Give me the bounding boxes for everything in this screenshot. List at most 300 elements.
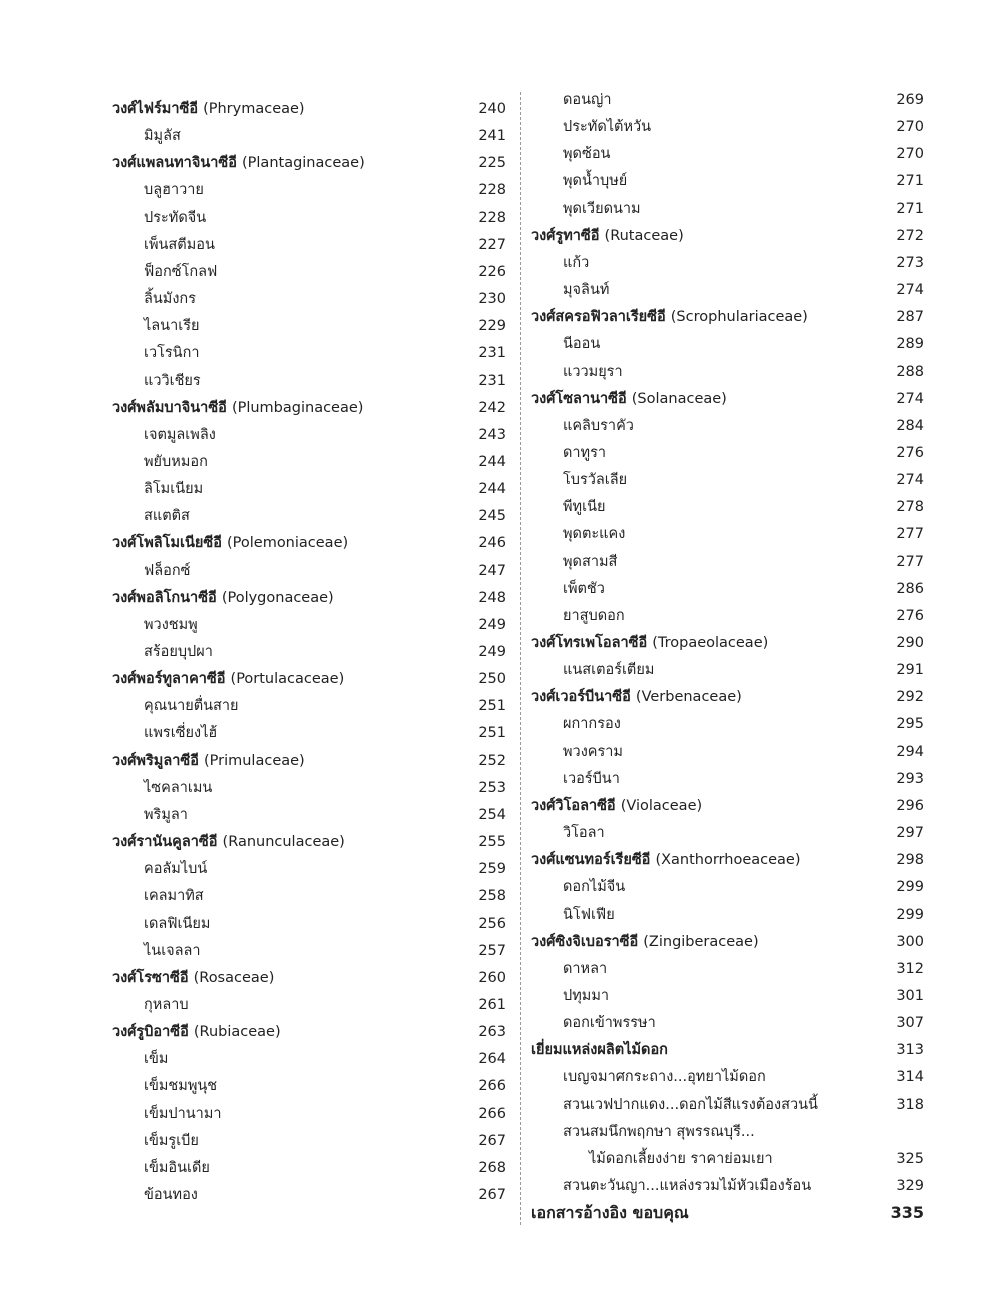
entry-title <box>144 1156 210 1180</box>
entry-thai-title: พุดซ้อน <box>563 146 611 163</box>
entry-title <box>144 912 210 936</box>
entry-page-number: 270 <box>896 119 924 136</box>
toc-section-entry <box>531 387 924 411</box>
entry-page-number: 260 <box>478 969 506 986</box>
toc-entry <box>531 604 924 628</box>
entry-page-number: 244 <box>478 453 506 470</box>
toc-entry <box>112 260 506 284</box>
entry-title <box>144 721 217 745</box>
entry-page-number: 278 <box>896 499 924 516</box>
entry-thai-title: ดอกไม้จีน <box>563 879 626 896</box>
toc-entry <box>531 332 924 356</box>
entry-page-number: 269 <box>896 92 924 108</box>
entry-page-number: 288 <box>896 363 924 380</box>
entry-thai-title: วงศ์พอร์ทูลาคาซีอี <box>112 671 226 688</box>
entry-page-number: 273 <box>896 254 924 271</box>
toc-section-entry <box>112 97 506 121</box>
toc-section-entry <box>531 305 924 329</box>
entry-thai-title: วงศ์ซิงจิเบอราซีอี <box>531 933 639 950</box>
entry-page-number: 231 <box>478 372 506 389</box>
entry-page-number: 296 <box>896 797 924 814</box>
toc-entry <box>531 360 924 384</box>
entry-title <box>563 495 605 519</box>
toc-entry <box>112 124 506 148</box>
toc-entry <box>112 287 506 311</box>
entry-page-number: 297 <box>896 825 924 842</box>
entry-page-number: 255 <box>478 834 506 851</box>
toc-entry <box>531 414 924 438</box>
entry-title <box>144 369 201 393</box>
entry-thai-title: คุณนายตื่นสาย <box>144 698 239 715</box>
entry-title <box>563 1065 766 1089</box>
toc-entry <box>112 857 506 881</box>
entry-latin-name: (Rosaceae) <box>193 969 275 986</box>
entry-title <box>563 740 623 764</box>
toc-entry <box>531 115 924 139</box>
toc-entry <box>531 984 924 1008</box>
entry-thai-title: ดอนญ่า <box>563 92 612 108</box>
toc-entry <box>531 468 924 492</box>
entry-title <box>563 278 609 302</box>
entry-page-number: 229 <box>478 318 506 335</box>
entry-thai-title: คอลัมไบน์ <box>144 861 208 878</box>
entry-title <box>144 206 206 230</box>
entry-page-number: 256 <box>478 915 506 932</box>
entry-thai-title: ไม้ดอกเลี้ยงง่าย ราคาย่อมเยา <box>589 1150 773 1167</box>
entry-page-number: 225 <box>478 155 506 172</box>
entry-thai-title: วงศ์วิโอลาซีอี <box>531 797 616 814</box>
entry-thai-title: ลิโมเนียม <box>144 481 204 498</box>
entry-page-number: 271 <box>896 173 924 190</box>
entry-thai-title: พุดน้ำบุษย์ <box>563 173 628 190</box>
entry-page-number: 313 <box>896 1042 924 1059</box>
entry-title <box>531 794 702 818</box>
entry-title <box>112 830 345 854</box>
entry-title <box>144 1047 168 1071</box>
entry-title <box>563 1011 656 1035</box>
entry-thai-title: วงศ์พอลิโกนาซีอี <box>112 589 217 606</box>
entry-page-number: 314 <box>896 1069 924 1086</box>
entry-page-number: 245 <box>478 508 506 525</box>
entry-thai-title: ไนเจลลา <box>144 942 201 959</box>
entry-thai-title: เวโรนิกา <box>144 345 200 362</box>
entry-page-number: 247 <box>478 562 506 579</box>
entry-title <box>531 631 768 655</box>
entry-page-number: 312 <box>896 960 924 977</box>
entry-page-number: 291 <box>896 662 924 679</box>
entry-thai-title: เข็มปานามา <box>144 1105 222 1122</box>
entry-latin-name: (Tropaeolaceae) <box>652 635 769 651</box>
toc-entry <box>112 178 506 202</box>
entry-thai-title: วงศ์แซนทอร์เรียซีอี <box>531 852 651 869</box>
entry-page-number: 254 <box>478 806 506 823</box>
toc-entry <box>112 939 506 963</box>
entry-thai-title: เอกสารอ้างอิง ขอบคุณ <box>531 1203 689 1223</box>
entry-page-number: 249 <box>478 616 506 633</box>
entry-thai-title: วงศ์โพลิโมเนียซีอี <box>112 535 222 552</box>
entry-thai-title: วงศ์รูบิอาซีอี <box>112 1024 189 1041</box>
toc-section-entry <box>112 667 506 691</box>
entry-thai-title: ดาทูรา <box>563 444 607 461</box>
entry-page-number: 289 <box>896 336 924 353</box>
entry-title <box>144 341 200 365</box>
entry-thai-title: พุดเวียดนาม <box>563 200 641 217</box>
entry-page-number: 257 <box>478 942 506 959</box>
entry-thai-title: วงศ์สครอฟิวลาเรียซีอี <box>531 309 666 326</box>
entry-page-number: 258 <box>478 888 506 905</box>
toc-entry <box>531 1093 924 1117</box>
toc-entry <box>112 423 506 447</box>
entry-page-number: 228 <box>478 209 506 226</box>
entry-thai-title: สวนสมนึกพฤกษา สุพรรณบุรี... <box>563 1123 755 1140</box>
entry-title <box>563 1174 811 1198</box>
toc-entry <box>112 640 506 664</box>
entry-page-number: 228 <box>478 182 506 199</box>
entry-page-number: 335 <box>890 1203 924 1223</box>
entry-title <box>563 468 627 492</box>
entry-title <box>144 993 189 1017</box>
toc-entry <box>531 740 924 764</box>
entry-thai-title: วงศ์โรซาซีอี <box>112 969 189 986</box>
entry-title <box>112 151 365 175</box>
toc-entry <box>531 1147 924 1171</box>
entry-page-number: 284 <box>896 417 924 434</box>
entry-title <box>112 966 274 990</box>
toc-entry <box>112 233 506 257</box>
entry-latin-name: (Scrophulariaceae) <box>670 309 808 326</box>
entry-page-number: 294 <box>896 743 924 760</box>
entry-title <box>563 658 654 682</box>
toc-entry <box>112 206 506 230</box>
entry-title <box>563 332 600 356</box>
entry-latin-name: (Xanthorrhoeaceae) <box>655 852 801 869</box>
toc-entry <box>531 658 924 682</box>
entry-thai-title: วงศ์เวอร์บีนาซีอี <box>531 689 631 706</box>
entry-title <box>563 169 627 193</box>
entry-title <box>112 396 363 420</box>
entry-title <box>144 1129 199 1153</box>
entry-title <box>144 287 196 311</box>
entry-title <box>144 1183 198 1207</box>
entry-thai-title: เข็มรูเบีย <box>144 1132 199 1149</box>
entry-title <box>144 803 188 827</box>
entry-thai-title: วงศ์โทรเพโอลาซีอี <box>531 635 648 651</box>
toc-entry <box>112 993 506 1017</box>
toc-entry <box>531 88 924 112</box>
entry-thai-title: พีทูเนีย <box>563 499 606 516</box>
entry-page-number: 243 <box>478 426 506 443</box>
toc-section-entry <box>112 749 506 773</box>
entry-thai-title: ไซคลาเมน <box>144 779 213 796</box>
toc-entry <box>112 1102 506 1126</box>
entry-thai-title: มุจลินท์ <box>563 282 610 299</box>
entry-title <box>144 504 190 528</box>
toc-entry <box>531 142 924 166</box>
entry-page-number: 299 <box>896 879 924 896</box>
toc-entry <box>531 1011 924 1035</box>
toc-entry <box>112 694 506 718</box>
toc-section-entry <box>112 396 506 420</box>
entry-thai-title: ข้อนทอง <box>144 1187 198 1203</box>
entry-thai-title: ประทัดจีน <box>144 209 207 226</box>
entry-thai-title: เดลฟิเนียม <box>144 915 211 932</box>
entry-thai-title: วงศ์แพลนทาจินาซีอี <box>112 155 237 172</box>
entry-latin-name: (Plantaginaceae) <box>242 155 365 172</box>
entry-title <box>563 821 605 845</box>
entry-thai-title: วงศ์ไฟร์มาซีอี <box>112 101 199 117</box>
entry-title <box>144 423 216 447</box>
entry-title <box>563 875 625 899</box>
entry-page-number: 240 <box>478 101 506 117</box>
entry-page-number: 290 <box>896 635 924 651</box>
entry-thai-title: แพรเซี่ยงไฮ้ <box>144 725 218 742</box>
toc-entry <box>112 803 506 827</box>
toc-section-entry <box>531 224 924 248</box>
entry-title <box>144 450 208 474</box>
entry-thai-title: วงศ์พริมูลาซีอี <box>112 752 199 769</box>
toc-entry <box>112 1074 506 1098</box>
entry-title <box>112 1020 281 1044</box>
entry-page-number: 274 <box>896 390 924 407</box>
toc-entry <box>531 251 924 275</box>
entry-title <box>144 260 217 284</box>
entry-thai-title: ดอกเข้าพรรษา <box>563 1015 656 1032</box>
entry-title <box>531 930 759 954</box>
entry-title <box>144 776 212 800</box>
toc-section-entry <box>531 685 924 709</box>
entry-page-number: 329 <box>896 1178 924 1194</box>
entry-thai-title: วงศ์รูทาซีอี <box>531 227 600 244</box>
entry-title <box>144 857 207 881</box>
toc-section-entry <box>531 930 924 954</box>
entry-latin-name: (Phrymaceae) <box>203 101 305 117</box>
entry-title <box>531 1038 668 1062</box>
entry-title <box>563 957 607 981</box>
entry-page-number: 295 <box>896 716 924 733</box>
toc-entry <box>112 1183 506 1207</box>
entry-page-number: 299 <box>896 906 924 923</box>
entry-thai-title: ไลนาเรีย <box>144 318 200 335</box>
entry-thai-title: แคลิบราคัว <box>563 417 634 434</box>
toc-entry <box>531 957 924 981</box>
entry-thai-title: พุดสามสี <box>563 553 618 570</box>
entry-title <box>144 1102 222 1126</box>
entry-page-number: 267 <box>478 1187 506 1203</box>
toc-entry <box>531 875 924 899</box>
entry-thai-title: พยับหมอก <box>144 453 208 470</box>
entry-page-number: 251 <box>478 725 506 742</box>
toc-entry <box>531 1120 924 1144</box>
entry-page-number: 267 <box>478 1132 506 1149</box>
entry-page-number: 242 <box>478 399 506 416</box>
entry-page-number: 244 <box>478 481 506 498</box>
entry-thai-title: สร้อยบุปผา <box>144 644 213 660</box>
entry-thai-title: วงศ์พลัมบาจินาซีอี <box>112 399 227 416</box>
entry-page-number: 252 <box>478 752 506 769</box>
entry-title <box>563 360 623 384</box>
entry-title <box>531 1201 689 1225</box>
entry-page-number: 231 <box>478 345 506 362</box>
entry-thai-title: เจตมูลเพลิง <box>144 426 216 443</box>
entry-title <box>144 1074 217 1098</box>
entry-thai-title: วงศ์รานันคูลาซีอี <box>112 834 218 851</box>
entry-page-number: 287 <box>896 309 924 326</box>
entry-page-number: 325 <box>896 1150 924 1167</box>
entry-page-number: 271 <box>896 200 924 217</box>
toc-section-entry <box>531 631 924 655</box>
entry-thai-title: สวนเวฟปากแดง...ดอกไม้สีแรงต้องสวนนี้ <box>563 1096 818 1113</box>
entry-thai-title: แววิเชียร <box>144 372 201 389</box>
toc-entry <box>531 712 924 736</box>
toc-entry <box>531 278 924 302</box>
entry-latin-name: (Polygonaceae) <box>221 589 334 606</box>
toc-entry <box>531 903 924 927</box>
entry-latin-name: (Rutaceae) <box>604 227 684 244</box>
toc-entry <box>531 495 924 519</box>
entry-thai-title: พวงชมพู <box>144 616 198 633</box>
entry-page-number: 277 <box>896 526 924 543</box>
entry-title <box>563 251 589 275</box>
toc-section-entry <box>531 848 924 872</box>
entry-page-number: 227 <box>478 236 506 253</box>
toc-section-entry <box>531 1201 924 1225</box>
entry-thai-title: ประทัดไต้หวัน <box>563 119 652 136</box>
entry-page-number: 272 <box>896 227 924 244</box>
entry-thai-title: ปทุมมา <box>563 987 610 1004</box>
toc-entry <box>112 721 506 745</box>
entry-thai-title: ผกากรอง <box>563 716 621 733</box>
toc-entry <box>112 477 506 501</box>
entry-latin-name: (Rubiaceae) <box>193 1024 281 1041</box>
entry-thai-title: แก้ว <box>563 254 590 271</box>
entry-page-number: 318 <box>896 1096 924 1113</box>
entry-page-number: 292 <box>896 689 924 706</box>
entry-title <box>144 559 190 583</box>
entry-title <box>144 314 199 338</box>
toc-entry <box>112 1129 506 1153</box>
toc-section-entry <box>531 1038 924 1062</box>
toc-entry <box>531 169 924 193</box>
toc-entry <box>112 884 506 908</box>
entry-latin-name: (Violaceae) <box>620 797 703 814</box>
entry-title <box>144 939 201 963</box>
toc-section-entry <box>112 1020 506 1044</box>
entry-page-number: 307 <box>896 1015 924 1032</box>
entry-thai-title: มิมูลัส <box>144 128 181 145</box>
toc-entry <box>531 577 924 601</box>
entry-title <box>563 712 621 736</box>
entry-title <box>144 884 204 908</box>
entry-latin-name: (Plumbaginaceae) <box>231 399 364 416</box>
entry-thai-title: แววมยุรา <box>563 363 623 380</box>
toc-entry <box>112 559 506 583</box>
entry-title <box>563 115 651 139</box>
entry-page-number: 298 <box>896 852 924 869</box>
toc-section-entry <box>112 151 506 175</box>
toc-entry <box>112 369 506 393</box>
entry-title <box>563 142 610 166</box>
toc-entry <box>112 912 506 936</box>
entry-page-number: 277 <box>896 553 924 570</box>
entry-page-number: 230 <box>478 291 506 308</box>
entry-page-number: 274 <box>896 472 924 489</box>
entry-title <box>531 387 727 411</box>
entry-page-number: 263 <box>478 1024 506 1041</box>
entry-title <box>563 577 605 601</box>
entry-thai-title: เบญจมาศกระถาง...อุทยาไม้ดอก <box>563 1069 766 1086</box>
entry-title <box>563 604 625 628</box>
entry-latin-name: (Verbenaceae) <box>635 689 742 706</box>
entry-title <box>531 305 808 329</box>
entry-thai-title: เยี่ยมแหล่งผลิตไม้ดอก <box>531 1042 668 1059</box>
entry-title <box>563 522 625 546</box>
toc-entry <box>112 1156 506 1180</box>
entry-title <box>563 550 617 574</box>
entry-title <box>112 749 305 773</box>
entry-page-number: 266 <box>478 1105 506 1122</box>
entry-page-number: 248 <box>478 589 506 606</box>
entry-page-number: 226 <box>478 263 506 280</box>
entry-thai-title: ฟ็อกซ์โกลฟ <box>144 263 218 280</box>
entry-thai-title: ฟล็อกซ์ <box>144 562 191 579</box>
toc-section-entry <box>112 531 506 555</box>
entry-title <box>563 1120 755 1144</box>
entry-title <box>144 613 198 637</box>
entry-thai-title: วงศ์โซลานาซีอี <box>531 390 627 407</box>
entry-title <box>112 667 344 691</box>
entry-page-number: 264 <box>478 1051 506 1068</box>
entry-thai-title: เคลมาทิส <box>144 888 204 905</box>
entry-thai-title: เข็มอินเดีย <box>144 1159 210 1176</box>
entry-title <box>144 694 239 718</box>
entry-page-number: 246 <box>478 535 506 552</box>
entry-page-number: 274 <box>896 282 924 299</box>
entry-thai-title: วิโอลา <box>563 825 605 842</box>
entry-thai-title: นีออน <box>563 336 601 353</box>
entry-thai-title: พริมูลา <box>144 806 188 823</box>
toc-entry <box>112 450 506 474</box>
entry-page-number: 293 <box>896 770 924 787</box>
entry-latin-name: (Solanaceae) <box>631 390 727 407</box>
entry-title <box>144 233 215 257</box>
entry-title <box>563 767 620 791</box>
entry-page-number: 253 <box>478 779 506 796</box>
entry-thai-title: พวงคราม <box>563 743 623 760</box>
entry-page-number: 259 <box>478 861 506 878</box>
entry-title <box>531 848 801 872</box>
entry-thai-title: เพ็นสตีมอน <box>144 236 215 253</box>
entry-page-number: 241 <box>478 128 506 145</box>
entry-page-number: 276 <box>896 607 924 624</box>
entry-title <box>563 984 609 1008</box>
entry-title <box>563 1093 818 1117</box>
toc-entry <box>531 522 924 546</box>
entry-page-number: 276 <box>896 444 924 461</box>
toc-entry <box>112 613 506 637</box>
entry-thai-title: แนสเตอร์เตียม <box>563 662 655 679</box>
toc-entry <box>112 341 506 365</box>
entry-thai-title: บลูฮาวาย <box>144 182 204 199</box>
entry-title <box>112 586 334 610</box>
toc-entry <box>531 767 924 791</box>
toc-section-entry <box>112 966 506 990</box>
entry-thai-title: สแตติส <box>144 508 190 525</box>
toc-entry <box>112 1047 506 1071</box>
entry-page-number: 301 <box>896 987 924 1004</box>
entry-title <box>144 477 203 501</box>
toc-entry <box>112 776 506 800</box>
entry-title <box>144 178 204 202</box>
